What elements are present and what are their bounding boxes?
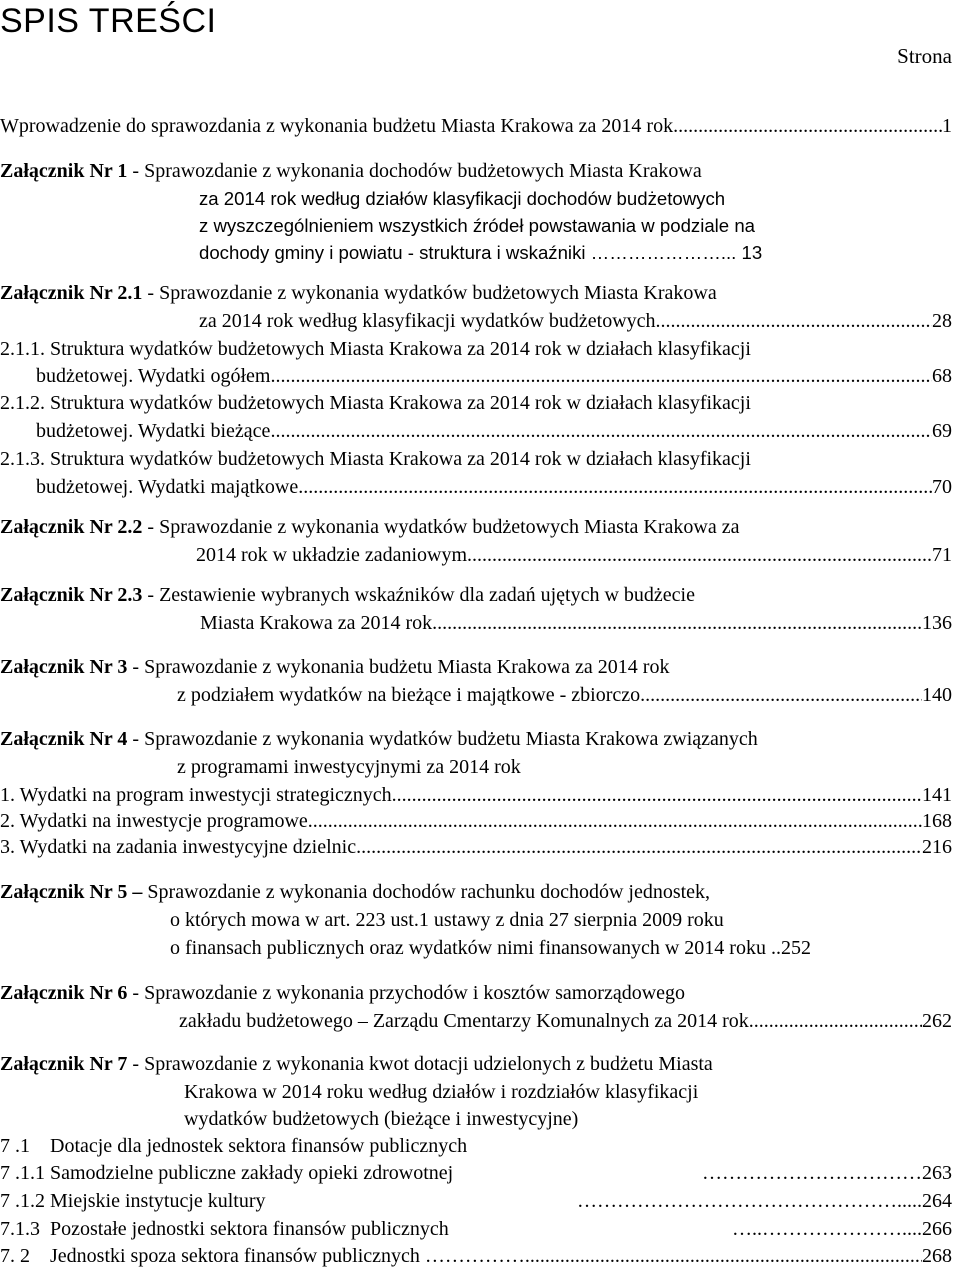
toc-entry-2-1-3[interactable]: 2.1.3. Struktura wydatków budżetowych Miasta Krakowa za 2014 rok w działach klasyfikacji <box>0 448 751 470</box>
toc-entry-text: 3. Wydatki na zadania inwestycyjne dzielnic <box>0 836 357 858</box>
toc-entry-text: budżetowej. Wydatki ogółem <box>36 365 271 387</box>
toc-entry-zal-7[interactable] <box>0 1051 713 1077</box>
toc-page-number: 28 <box>932 310 952 332</box>
toc-attachment-label: Załącznik Nr 7 <box>0 1053 128 1075</box>
toc-entry-text: o których mowa w art. 223 ust.1 ustawy z dnia 27 sierpnia 2009 roku <box>170 909 724 931</box>
toc-entry-7-1[interactable]: 7 .1 Dotacje dla jednostek sektora finansów publicznych <box>0 1135 468 1157</box>
toc-page-number: 69 <box>932 420 952 442</box>
toc-entry-text: Wprowadzenie do sprawozdania z wykonania budżetu Miasta Krakowa za 2014 rok <box>0 115 674 137</box>
toc-leader-dots: …………………………… <box>702 1162 922 1184</box>
toc-entry-text: budżetowej. Wydatki majątkowe <box>36 476 299 498</box>
toc-page-number: 70 <box>932 476 952 498</box>
toc-attachment-label: Załącznik Nr 6 <box>0 982 128 1004</box>
toc-entry-text: 2014 rok w układzie zadaniowym <box>196 544 468 566</box>
toc-page-number: 262 <box>922 1010 952 1032</box>
toc-entry-text: z programami inwestycyjnymi za 2014 rok <box>177 756 521 778</box>
toc-page-number: ....264 <box>902 1190 952 1212</box>
toc-page-number: 136 <box>922 612 952 634</box>
toc-entry-text: zakładu budżetowego – Zarządu Cmentarzy Komunalnych za 2014 rok <box>179 1010 749 1032</box>
toc-entry-text: - Sprawozdanie z wykonania wydatków budżetowych Miasta Krakowa za <box>142 516 740 538</box>
toc-entry-text: 7.1.3 Pozostałe jednostki sektora finansów publicznych <box>0 1218 454 1240</box>
toc-entry-text: wydatków budżetowych (bieżące i inwestycyjne) <box>184 1108 579 1130</box>
toc-entry-text: 7 .1.2 Miejskie instytucje kultury <box>0 1190 271 1212</box>
toc-entry-text: Miasta Krakowa za 2014 rok <box>200 612 433 634</box>
toc-entry-line <box>179 1008 952 1034</box>
toc-page-number: ...266 <box>907 1218 952 1240</box>
page-title: SPIS TREŚCI <box>0 2 217 40</box>
toc-entry-zal-1[interactable] <box>0 158 702 184</box>
toc-page-number: 216 <box>922 836 952 858</box>
toc-entry-7-1-1[interactable] <box>0 1160 952 1186</box>
toc-entry-line <box>199 240 762 266</box>
toc-leader-dots: …………… <box>424 1245 525 1267</box>
toc-attachment-label: Załącznik Nr 1 <box>0 160 128 182</box>
toc-entry-text: za 2014 rok według działów klasyfikacji dochodów budżetowych <box>199 188 726 209</box>
toc-entry-text: 2. Wydatki na inwestycje programowe <box>0 810 308 832</box>
toc-attachment-label: Załącznik Nr 2.2 <box>0 516 143 538</box>
toc-page-number: 68 <box>932 365 952 387</box>
toc-entry-line <box>177 682 952 708</box>
page-column-header: Strona <box>897 44 952 68</box>
toc-leader-dots: …………………. <box>590 242 726 263</box>
toc-entry-text: z wyszczególnieniem wszystkich źródeł powstawania w podziale na <box>199 215 755 236</box>
toc-page-number: .. 13 <box>726 242 763 263</box>
toc-page-number: 71 <box>932 544 952 566</box>
toc-entry-2-1-1[interactable]: 2.1.1. Struktura wydatków budżetowych Miasta Krakowa za 2014 rok w działach klasyfikacji <box>0 338 751 360</box>
toc-entry-intro[interactable] <box>0 113 952 139</box>
toc-entry-text: z podziałem wydatków na bieżące i majątkowe - zbiorczo <box>177 684 641 706</box>
toc-entry-text: - Sprawozdanie z wykonania budżetu Miasta Krakowa za 2014 rok <box>127 656 670 678</box>
toc-entry-line <box>36 418 952 444</box>
toc-leader-dots: …………………………………………. <box>577 1190 902 1212</box>
toc-entry-7-2[interactable] <box>0 1243 952 1269</box>
toc-entry-line <box>199 308 952 334</box>
toc-entry-zal-2-2[interactable] <box>0 514 739 540</box>
toc-entry-text: 7 .1.1 Samodzielne publiczne zakłady opieki zdrowotnej <box>0 1162 459 1184</box>
toc-entry-zal-2-1[interactable] <box>0 280 717 306</box>
toc-entry-zal-2-3[interactable] <box>0 582 695 608</box>
toc-page-number: 268 <box>922 1245 952 1267</box>
toc-entry-text: - Sprawozdanie z wykonania kwot dotacji udzielonych z budżetu Miasta <box>127 1053 713 1075</box>
toc-entry-7-1-2[interactable] <box>0 1188 952 1214</box>
toc-entry-text: - Zestawienie wybranych wskaźników dla zadań ujętych w budżecie <box>142 584 695 606</box>
toc-attachment-label: Załącznik Nr 5 <box>0 881 128 903</box>
toc-entry-text: - Sprawozdanie z wykonania wydatków budżetu Miasta Krakowa związanych <box>127 728 758 750</box>
toc-entry-line <box>36 363 952 389</box>
toc-entry-zal-5[interactable] <box>0 879 710 905</box>
toc-entry-text: Krakowa w 2014 roku według działów i rozdziałów klasyfikacji <box>184 1081 699 1103</box>
toc-attachment-label: Załącznik Nr 3 <box>0 656 128 678</box>
toc-entry-line <box>36 474 952 500</box>
toc-entry-line <box>196 542 952 568</box>
toc-leader-dots: …..…………………. <box>732 1218 907 1240</box>
toc-page-number: 1 <box>942 115 952 137</box>
toc-entry-zal-6[interactable] <box>0 980 685 1006</box>
toc-entry-7-1-3[interactable] <box>0 1216 952 1242</box>
toc-entry-zal-4[interactable] <box>0 726 758 752</box>
toc-entry-text: - Sprawozdanie z wykonania wydatków budżetowych Miasta Krakowa <box>142 282 717 304</box>
toc-entry-text: - Sprawozdanie z wykonania przychodów i kosztów samorządowego <box>127 982 686 1004</box>
toc-entry-text: 1. Wydatki na program inwestycji strategicznych <box>0 784 392 806</box>
toc-page-number: 140 <box>922 684 952 706</box>
toc-entry-text: 7. 2 Jednostki spoza sektora finansów publicznych <box>0 1245 425 1267</box>
toc-entry-text: Sprawozdanie z wykonania dochodów rachunku dochodów jednostek, <box>147 881 711 903</box>
toc-entry-text: za 2014 rok według klasyfikacji wydatków budżetowych <box>199 310 656 332</box>
toc-attachment-label: Załącznik Nr 2.3 <box>0 584 143 606</box>
toc-entry-text: - Sprawozdanie z wykonania dochodów budżetowych Miasta Krakowa <box>127 160 702 182</box>
toc-entry-line <box>200 610 952 636</box>
toc-entry-4-2[interactable] <box>0 808 952 834</box>
toc-attachment-label: Załącznik Nr 2.1 <box>0 282 143 304</box>
toc-page-number: 263 <box>922 1162 952 1184</box>
toc-entry-zal-3[interactable] <box>0 654 669 680</box>
toc-dash: – <box>127 881 148 903</box>
toc-entry-text: budżetowej. Wydatki bieżące <box>36 420 271 442</box>
toc-page-number: 168 <box>922 810 952 832</box>
toc-entry-text: dochody gminy i powiatu - struktura i wskaźniki <box>199 242 591 263</box>
toc-page-number: 141 <box>922 784 952 806</box>
toc-attachment-label: Załącznik Nr 4 <box>0 728 128 750</box>
toc-entry-text: o finansach publicznych oraz wydatków nimi finansowanych w 2014 roku ..252 <box>170 937 811 959</box>
toc-entry-4-1[interactable] <box>0 782 952 808</box>
toc-entry-4-3[interactable] <box>0 834 952 860</box>
toc-entry-2-1-2[interactable]: 2.1.2. Struktura wydatków budżetowych Miasta Krakowa za 2014 rok w działach klasyfikacji <box>0 392 751 414</box>
